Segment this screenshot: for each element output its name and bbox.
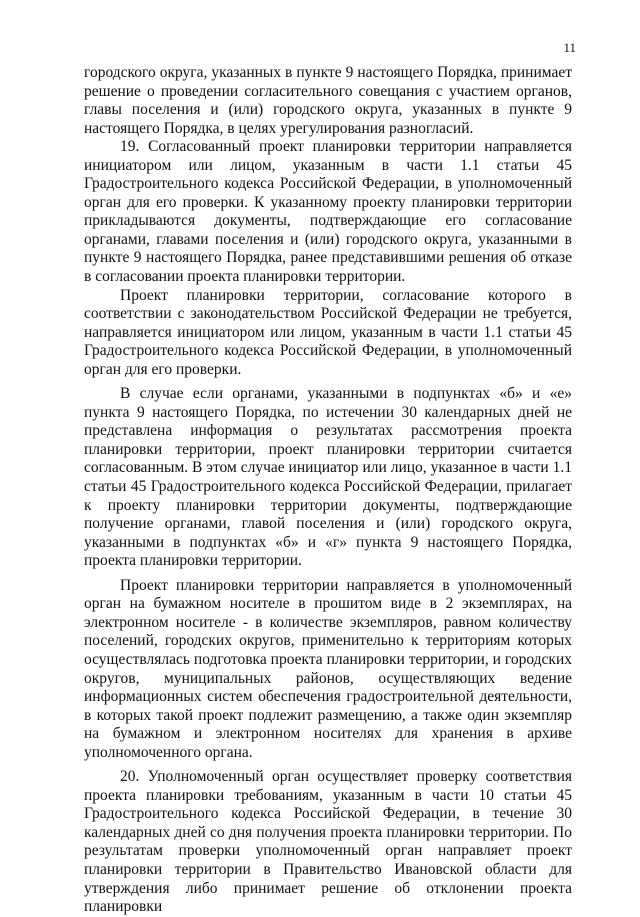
paragraph-30-days-approval: В случае если органами, указанными в подпунктах «б» и «е» пункта 9 настоящего Порядка, по истечении 30 календарных дней не представлена информация о результатах рассмотрения проекта планировки территории, проект планировки территории считается согласованным. В этом случае инициатор или лицо, указанное в части 1.1 статьи 45 Градостроительного кодекса Российской Федерации, прилагает к проекту планировки территории документы, подтверждающие получение органами, главой поселения и (или) городского округа, указанными в подпунктах «б» и «г» пункта 9 настоящего Порядка, проекта планировки территории. [84,385,572,570]
paragraph-submission-format: Проект планировки территории направляется в уполномоченный орган на бумажном носителе в прошитом виде в 2 экземплярах, на электронном носителе - в количестве экземпляров, равном количеству поселений, городских округов, применительно к территориям которых осуществлялась подготовка проекта планировки территории, и городских округов, муниципальных районов, осуществляющих ведение информационных систем обеспечения градостроительной деятельности, в которых такой проект подлежит размещению, а также один экземпляр на бумажном и электронном носителях для хранения в архиве уполномоченного органа. [84,576,572,761]
paragraph-continued: городского округа, указанных в пункте 9 настоящего Порядка, принимает решение о проведении согласительного совещания с участием органов, главы поселения и (или) городского округа, указанных в пункте 9 настоящего Порядка, в целях урегулирования разногласий. [84,64,572,137]
paragraph-20: 20. Уполномоченный орган осуществляет проверку соответствия проекта планировки требованиям, указанным в части 10 статьи 45 Градостроительного кодекса Российской Федерации, в течение 30 календарных дней со дня получения проекта планировки территории. По результатам проверки уполномоченный орган направляет проект планировки территории в Правительство Ивановской области для утверждения либо принимает решение об отклонении проекта планировки [84,768,572,916]
document-body [84,64,572,917]
page-number: 11 [563,40,576,55]
paragraph-19: 19. Согласованный проект планировки территории направляется инициатором или лицом, указанным в части 1.1 статьи 45 Градостроительного кодекса Российской Федерации, в уполномоченный орган для его проверки. К указанному проекту планировки территории прикладываются документы, подтверждающие его согласование органами, главами поселения и (или) городского округа, указанными в пункте 9 настоящего Порядка, ранее представившими решения об отказе в согласовании проекта планировки территории. [84,138,572,286]
paragraph-project-no-approval: Проект планировки территории, согласование которого в соответствии с законодательством Российской Федерации не требуется, направляется инициатором или лицом, указанным в части 1.1 статьи 45 Градостроительного кодекса Российской Федерации, в уполномоченный орган для его проверки. [84,286,572,378]
